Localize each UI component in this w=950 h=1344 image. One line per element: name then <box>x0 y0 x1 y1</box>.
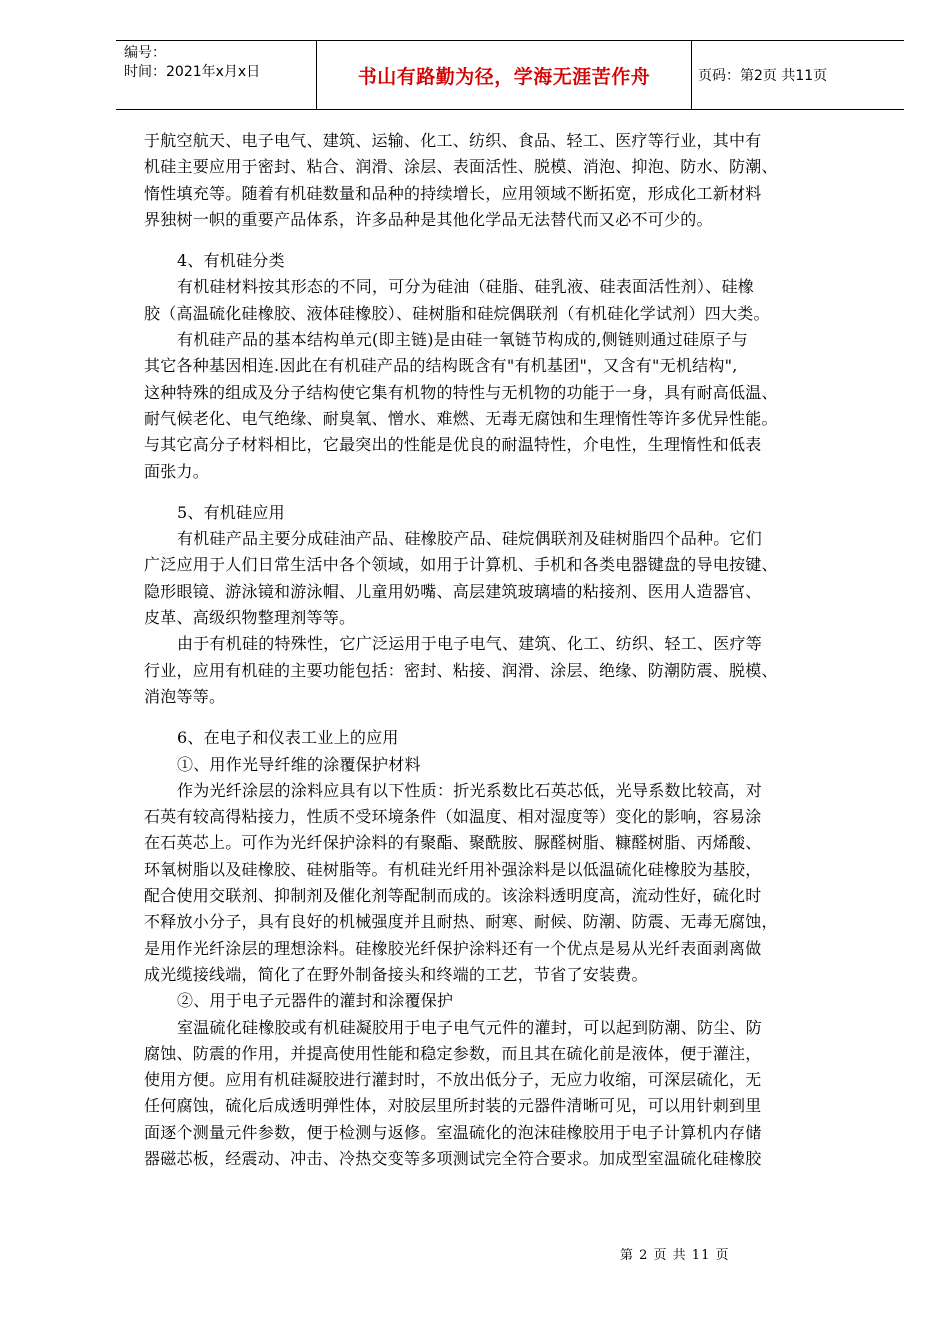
text-line: 配合使用交联剂、抑制剂及催化剂等配制而成的。该涂料透明度高，流动性好，硫化时 <box>144 886 762 906</box>
text-line: 由于有机硅的特殊性，它广泛运用于电子电气、建筑、化工、纺织、轻工、医疗等 <box>177 634 763 654</box>
text-line: 环氧树脂以及硅橡胶、硅树脂等。有机硅光纤用补强涂料是以低温硫化硅橡胶为基胶， <box>144 859 762 879</box>
section-6-subheading-2: ②、用于电子元器件的灌封和涂覆保护 <box>177 991 454 1011</box>
text-line: 有机硅产品的基本结构单元(即主链)是由硅一氧链节构成的,侧链则通过硅原子与 <box>177 330 748 350</box>
paragraph-s4-2 <box>144 327 884 485</box>
section-6-subheading-1: ①、用作光导纤维的涂覆保护材料 <box>177 754 421 774</box>
document-body <box>144 128 884 1172</box>
paragraph-s6-1 <box>144 778 884 988</box>
paragraph-s5-2 <box>144 631 884 710</box>
text-line: 耐气候老化、电气绝缘、耐臭氧、憎水、难燃、无毒无腐蚀和生理惰性等许多优异性能。 <box>144 408 778 428</box>
text-line: 室温硫化硅橡胶或有机硅凝胶用于电子电气元件的灌封，可以起到防潮、防尘、防 <box>177 1017 763 1037</box>
header-page-cell <box>692 41 904 109</box>
paragraph-s5-1 <box>144 526 884 631</box>
text-line: 惰性填充等。随着有机硅数量和品种的持续增长，应用领域不断拓宽，形成化工新材料 <box>144 183 762 203</box>
section-6-heading: 6、在电子和仪表工业上的应用 <box>177 728 399 748</box>
text-line: 广泛应用于人们日常生活中各个领域，如用于计算机、手机和各类电器键盘的导电按键、 <box>144 555 778 575</box>
text-line: 机硅主要应用于密封、粘合、润滑、涂层、表面活性、脱模、消泡、抑泡、防水、防潮、 <box>144 157 778 177</box>
text-line: 皮革、高级织物整理剂等等。 <box>144 608 356 628</box>
page-header <box>116 40 904 110</box>
text-line: 面张力。 <box>144 461 210 481</box>
header-motto-cell <box>316 41 692 109</box>
text-line: 界独树一帜的重要产品体系，许多品种是其他化学品无法替代而又必不可少的。 <box>144 209 713 229</box>
paragraph-s6-2 <box>144 1015 884 1173</box>
header-left-cell <box>116 41 316 109</box>
text-line: 使用方便。应用有机硅凝胶进行灌封时，不放出低分子，无应力收缩，可深层硫化，无 <box>144 1070 762 1090</box>
text-line: 有机硅产品主要分成硅油产品、硅橡胶产品、硅烷偶联剂及硅树脂四个品种。它们 <box>177 529 763 549</box>
paragraph-intro <box>144 128 884 233</box>
text-line: 胶（高温硫化硅橡胶、液体硅橡胶）、硅树脂和硅烷偶联剂（有机硅化学试剂）四大类。 <box>144 303 770 323</box>
text-line: 器磁芯板，经震动、冲击、冷热交变等多项测试完全符合要求。加成型室温硫化硅橡胶 <box>144 1148 762 1168</box>
text-line: 面逐个测量元件参数，便于检测与返修。室温硫化的泡沫硅橡胶用于电子计算机内存储 <box>144 1122 762 1142</box>
serial-label: 编号： <box>124 45 166 61</box>
text-line: 石英有较高得粘接力，性质不受环境条件（如温度、相对湿度等）变化的影响，容易涂 <box>144 807 762 827</box>
section-5-heading: 5、有机硅应用 <box>177 502 285 522</box>
text-line: 有机硅材料按其形态的不同，可分为硅油（硅脂、硅乳液、硅表面活性剂）、硅橡 <box>177 277 755 297</box>
header-motto: 书山有路勤为径，学海无涯苦作舟 <box>357 65 651 88</box>
text-line: 在石英芯上。可作为光纤保护涂料的有聚酯、聚酰胺、脲醛树脂、糠醛树脂、丙烯酸、 <box>144 833 762 853</box>
text-line: 与其它高分子材料相比，它最突出的性能是优良的耐温特性，介电性，生理惰性和低表 <box>144 435 762 455</box>
text-line: 行业，应用有机硅的主要功能包括：密封、粘接、润滑、涂层、绝缘、防潮防震、脱模、 <box>144 660 778 680</box>
text-line: 作为光纤涂层的涂料应具有以下性质：折光系数比石英芯低，光导系数比较高，对 <box>177 780 763 800</box>
text-line: 这种特殊的组成及分子结构使它集有机物的特性与无机物的功能于一身，具有耐高低温、 <box>144 382 778 402</box>
time-label: 时间：2021年x月x日 <box>124 64 261 80</box>
header-page-info: 页码：第2页 共11页 <box>698 68 828 84</box>
section-4-heading: 4、有机硅分类 <box>177 251 285 271</box>
text-line: 腐蚀、防震的作用，并提高使用性能和稳定参数，而且其在硫化前是液体，便于灌注， <box>144 1043 762 1063</box>
page-footer: 第 2 页 共 11 页 <box>620 1248 730 1263</box>
text-line: 是用作光纤涂层的理想涂料。硅橡胶光纤保护涂料还有一个优点是易从光纤表面剥离做 <box>144 938 762 958</box>
paragraph-s4-1 <box>144 274 884 327</box>
text-line: 成光缆接线端，简化了在野外制备接头和终端的工艺，节省了安装费。 <box>144 964 648 984</box>
text-line: 不释放小分子，具有良好的机械强度并且耐热、耐寒、耐候、防潮、防震、无毒无腐蚀， <box>144 912 778 932</box>
text-line: 隐形眼镜、游泳镜和游泳帽、儿童用奶嘴、高层建筑玻璃墙的粘接剂、医用人造器官、 <box>144 581 762 601</box>
text-line: 消泡等等。 <box>144 686 226 706</box>
text-line: 任何腐蚀，硫化后成透明弹性体，对胶层里所封装的元器件清晰可见，可以用针刺到里 <box>144 1096 762 1116</box>
text-line: 于航空航天、电子电气、建筑、运输、化工、纺织、食品、轻工、医疗等行业，其中有 <box>144 131 762 150</box>
text-line: 其它各种基因相连.因此在有机硅产品的结构既含有"有机基团"，又含有"无机结构", <box>144 356 738 376</box>
